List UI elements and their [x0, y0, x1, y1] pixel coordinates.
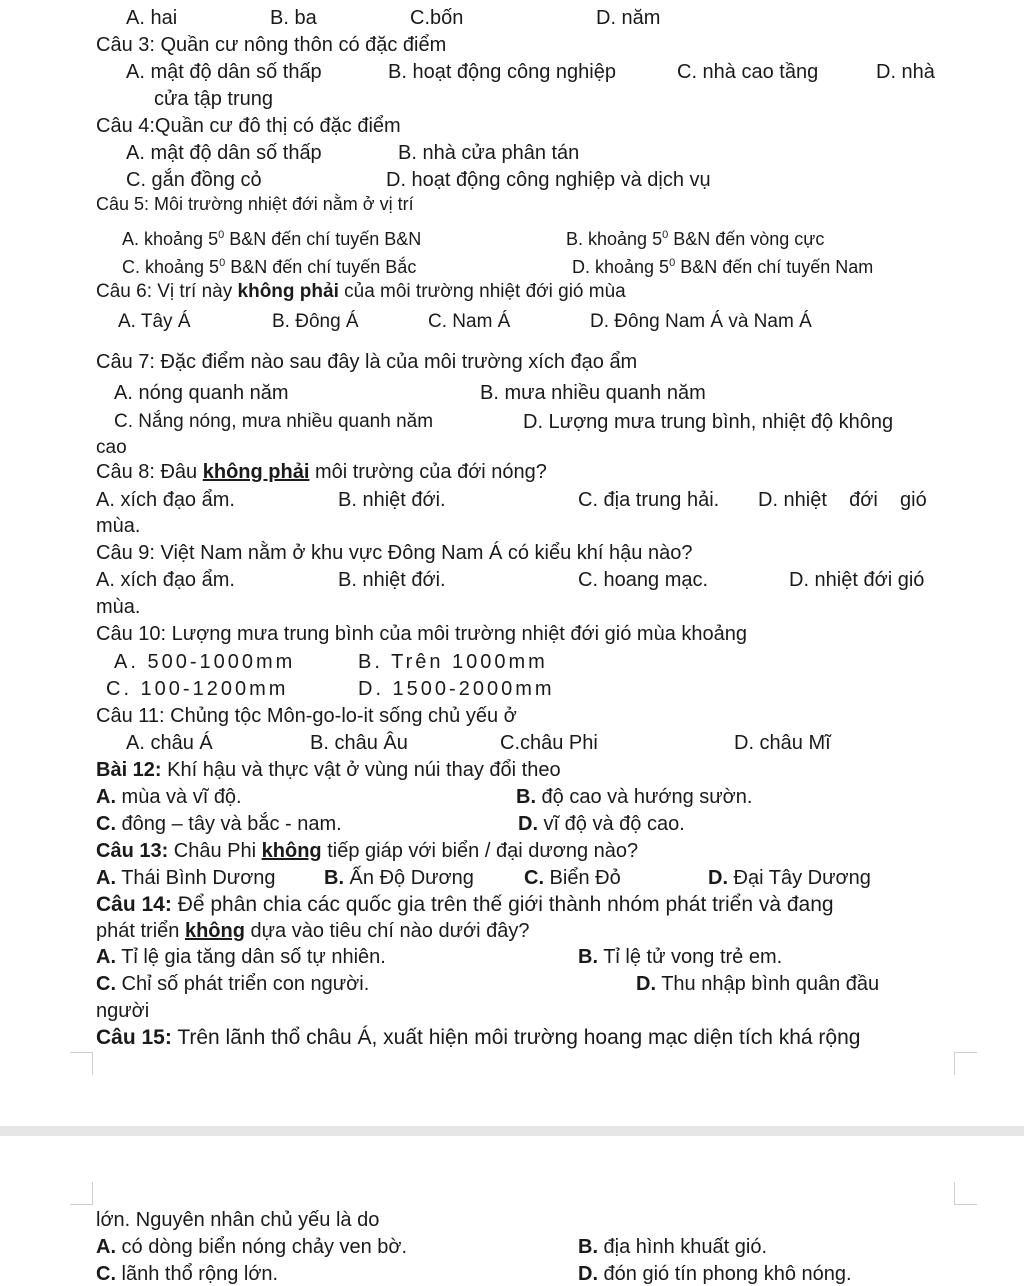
page-corner-mark	[954, 1182, 977, 1205]
q6-option-c: C. Nam Á	[428, 311, 511, 332]
q5-option-b: B. khoảng $5^0$ B&N đến vòng cực	[566, 229, 825, 249]
q10-option-c: C. 100-1200mm	[106, 678, 289, 700]
q15-option-d: D. đón gió tín phong khô nóng.	[578, 1263, 852, 1285]
q9-option-d: D. nhiệt đới gió	[789, 569, 925, 591]
q13-option-b: B. Ấn Độ Dương	[324, 867, 474, 889]
q4-option-d: D. hoạt động công nghiệp và dịch vụ	[386, 169, 711, 191]
q8-option-d-continued: mùa.	[96, 515, 141, 537]
page-corner-mark	[954, 1052, 977, 1075]
q11-option-c: C.châu Phi	[500, 732, 598, 754]
q15-option-c: C. lãnh thổ rộng lớn.	[96, 1263, 279, 1285]
q15-option-a: A. có dòng biển nóng chảy ven bờ.	[96, 1236, 408, 1258]
q10-option-a: A. 500-1000mm	[114, 651, 296, 673]
q15-option-b: B. địa hình khuất gió.	[578, 1236, 768, 1258]
q14-option-d-continued: người	[96, 1000, 150, 1022]
q8-option-d: D. nhiệt đới gió	[758, 489, 927, 511]
question-8-stem: Câu 8: Đâu không phải môi trường của đới nóng?	[96, 461, 547, 483]
q2-option-b: B. ba	[270, 7, 317, 29]
q13-option-d: D. Đại Tây Dương	[708, 867, 871, 889]
q2-option-c: C.bốn	[410, 7, 464, 29]
q7-option-b: B. mưa nhiều quanh năm	[480, 382, 706, 404]
q3-option-d-continued: cửa tập trung	[154, 88, 274, 110]
q6-option-a: A. Tây Á	[118, 311, 191, 332]
q3-option-c: C. nhà cao tầng	[677, 61, 819, 83]
q7-option-c: C. Nắng nóng, mưa nhiều quanh năm	[114, 411, 434, 432]
q9-option-d-continued: mùa.	[96, 596, 141, 618]
q7-option-d: D. Lượng mưa trung bình, nhiệt độ không	[523, 411, 894, 433]
q9-option-a: A. xích đạo ẩm.	[96, 569, 235, 591]
q12-option-c: C. đông – tây và bắc - nam.	[96, 813, 342, 835]
question-5-stem: Câu 5: Môi trường nhiệt đới nằm ở vị trí	[96, 194, 414, 214]
question-7-stem: Câu 7: Đặc điểm nào sau đây là của môi trường xích đạo ẩm	[96, 351, 638, 373]
question-11-stem: Câu 11: Chủng tộc Môn-go-lo-it sống chủ yếu ở	[96, 705, 517, 727]
q12-option-a: A. mùa và vĩ độ.	[96, 786, 242, 808]
question-4-stem: Câu 4:Quần cư đô thị có đặc điểm	[96, 115, 401, 137]
q8-option-a: A. xích đạo ẩm.	[96, 489, 235, 511]
q10-option-d: D. 1500-2000mm	[358, 678, 555, 700]
q3-option-d: D. nhà	[876, 61, 935, 83]
q7-option-a: A. nóng quanh năm	[114, 382, 289, 404]
question-3-stem: Câu 3: Quần cư nông thôn có đặc điểm	[96, 34, 447, 56]
q2-option-d: D. năm	[596, 7, 661, 29]
q14-option-c: C. Chỉ số phát triển con người.	[96, 973, 370, 995]
q5-option-d: D. khoảng $5^0$ B&N đến chí tuyến Nam	[572, 257, 874, 277]
q3-option-b: B. hoạt động công nghiệp	[388, 61, 616, 83]
q13-option-c: C. Biển Đỏ	[524, 867, 621, 889]
question-13-stem: Câu 13: Châu Phi không tiếp giáp với biển / đại dương nào?	[96, 840, 639, 862]
question-14-stem-line2: phát triển không dựa vào tiêu chí nào dưới đây?	[96, 920, 530, 942]
q14-option-d: D. Thu nhập bình quân đầu	[636, 973, 880, 995]
q3-option-a: A. mật độ dân số thấp	[126, 61, 322, 83]
q9-option-b: B. nhiệt đới.	[338, 569, 446, 591]
q11-option-d: D. châu Mĩ	[734, 732, 831, 754]
q14-option-a: A. Tỉ lệ gia tăng dân số tự nhiên.	[96, 946, 386, 968]
q2-option-a: A. hai	[126, 7, 178, 29]
q7-option-d-continued: cao	[96, 437, 127, 458]
q6-option-b: B. Đông Á	[272, 311, 359, 332]
q4-option-b: B. nhà cửa phân tán	[398, 142, 580, 164]
q13-option-a: A. Thái Bình Dương	[96, 867, 276, 889]
q14-option-b: B. Tỉ lệ tử vong trẻ em.	[578, 946, 783, 968]
q10-option-b: B. Trên 1000mm	[358, 651, 548, 673]
question-9-stem: Câu 9: Việt Nam nằm ở khu vực Đông Nam Á có kiểu khí hậu nào?	[96, 542, 693, 564]
question-15-stem: Câu 15: Trên lãnh thổ châu Á, xuất hiện môi trường hoang mạc diện tích khá rộng	[96, 1026, 861, 1049]
q5-option-c: C. khoảng $5^0$ B&N đến chí tuyến Bắc	[122, 257, 417, 277]
q11-option-b: B. châu Âu	[310, 732, 408, 754]
page-corner-mark	[70, 1182, 93, 1205]
q5-option-a: A. khoảng $5^0$ B&N đến chí tuyến B&N	[122, 229, 422, 249]
page-break	[0, 1126, 1024, 1136]
q9-option-c: C. hoang mạc.	[578, 569, 709, 591]
page-corner-mark	[70, 1052, 93, 1075]
question-14-stem: Câu 14: Để phân chia các quốc gia trên thế giới thành nhóm phát triển và đang	[96, 893, 834, 916]
question-10-stem: Câu 10: Lượng mưa trung bình của môi trường nhiệt đới gió mùa khoảng	[96, 623, 747, 645]
question-12-stem: Bài 12: Khí hậu và thực vật ở vùng núi thay đổi theo	[96, 759, 561, 781]
q6-option-d: D. Đông Nam Á và Nam Á	[590, 311, 812, 332]
q12-option-d: D. vĩ độ và độ cao.	[518, 813, 685, 835]
q11-option-a: A. châu Á	[126, 732, 213, 754]
question-6-stem: Câu 6: Vị trí này không phải của môi trường nhiệt đới gió mùa	[96, 281, 626, 302]
q8-option-b: B. nhiệt đới.	[338, 489, 446, 511]
question-15-stem-continued: lớn. Nguyên nhân chủ yếu là do	[96, 1209, 380, 1231]
q8-option-c: C. địa trung hải.	[578, 489, 720, 511]
q12-option-b: B. độ cao và hướng sườn.	[516, 786, 753, 808]
q4-option-c: C. gắn đồng cỏ	[126, 169, 262, 191]
q4-option-a: A. mật độ dân số thấp	[126, 142, 322, 164]
